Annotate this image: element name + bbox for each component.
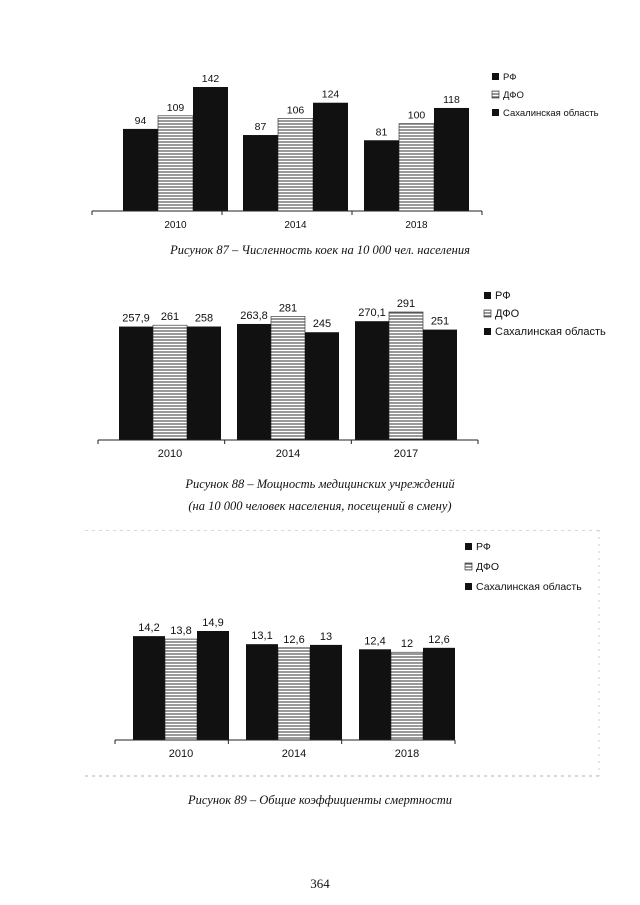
bar [237,324,271,440]
bar [313,103,348,211]
data-label: 12 [400,638,414,651]
bar [133,636,165,740]
category-label: 2018 [405,220,428,231]
data-label: 245 [312,318,332,331]
figure-88-caption-line2: (на 10 000 человек населения, посещений в смену) [188,499,452,513]
data-label: 13 [319,630,333,643]
legend-label: Сахалинская область [503,108,599,119]
category-label: 2018 [394,748,420,760]
legend-swatch [484,292,491,299]
data-label: 100 [407,109,426,122]
bar [165,639,197,740]
bar [423,330,457,440]
legend-label: ДФО [495,308,520,320]
legend-swatch [465,543,472,550]
bar [355,321,389,440]
bar [119,327,153,440]
legend-label: РФ [503,72,517,83]
category-label: 2010 [157,448,183,460]
bar [423,648,455,740]
bar [310,645,342,740]
category-label: 2010 [168,748,194,760]
data-label: 81 [375,126,388,139]
legend-swatch [492,91,499,98]
figure-89-caption: Рисунок 89 – Общие коэффициенты смертности [187,793,453,807]
legend-label: ДФО [503,90,524,101]
bar [305,332,339,440]
category-label: 2017 [393,448,419,460]
legend-label: РФ [476,541,491,553]
data-label: 291 [396,298,416,310]
data-label: 13,8 [170,625,192,638]
legend-swatch [492,109,499,116]
data-label: 14,2 [138,622,160,635]
data-label: 261 [160,311,180,324]
bar [271,316,305,440]
legend-label: Сахалинская область [495,326,606,338]
category-label: 2014 [281,748,307,760]
data-label: 118 [443,93,460,106]
bar [197,631,229,740]
capacity-chart [0,285,640,465]
bar [391,652,423,740]
legend-label: ДФО [476,561,500,573]
bar [278,118,313,211]
category-label: 2010 [164,220,187,231]
data-label: 270,1 [358,307,386,320]
data-label: 87 [254,121,267,134]
data-label: 13,1 [251,630,273,643]
legend-label: РФ [495,290,511,302]
figure-87-caption: Рисунок 87 – Численность коек на 10 000 чел. населения [170,243,470,257]
bar [193,87,228,211]
data-label: 106 [286,104,305,117]
data-label: 12,6 [283,633,305,646]
category-label: 2014 [275,448,301,460]
data-label: 263,8 [240,309,268,322]
bar [389,312,423,440]
bar [123,129,158,211]
legend-swatch [465,563,472,570]
beds-chart [0,60,640,235]
data-label: 257,9 [122,312,150,325]
page-number: 364 [310,876,330,891]
bar [399,124,434,211]
data-label: 12,4 [364,635,386,648]
data-label: 142 [201,73,220,85]
bar [187,327,221,440]
legend-swatch [465,583,472,590]
category-label: 2014 [284,220,307,231]
data-label: 124 [321,88,340,101]
legend-swatch [492,73,499,80]
data-label: 94 [134,114,147,127]
bar [243,135,278,211]
data-label: 12,6 [428,633,450,646]
bar [434,108,469,211]
figure-88-caption-line1: Рисунок 88 – Мощность медицинских учреждений [185,477,455,491]
bar [153,325,187,440]
bar [359,649,391,740]
bar [158,116,193,211]
bar [246,644,278,740]
data-label: 251 [430,315,450,328]
data-label: 14,9 [202,617,224,629]
legend-label: Сахалинская область [476,581,582,593]
legend-swatch [484,310,491,317]
data-label: 109 [166,101,185,114]
bar [278,648,310,740]
data-label: 281 [278,302,298,315]
bar [364,140,399,211]
data-label: 258 [194,312,214,325]
legend-swatch [484,328,491,335]
mortality-chart [0,530,640,785]
